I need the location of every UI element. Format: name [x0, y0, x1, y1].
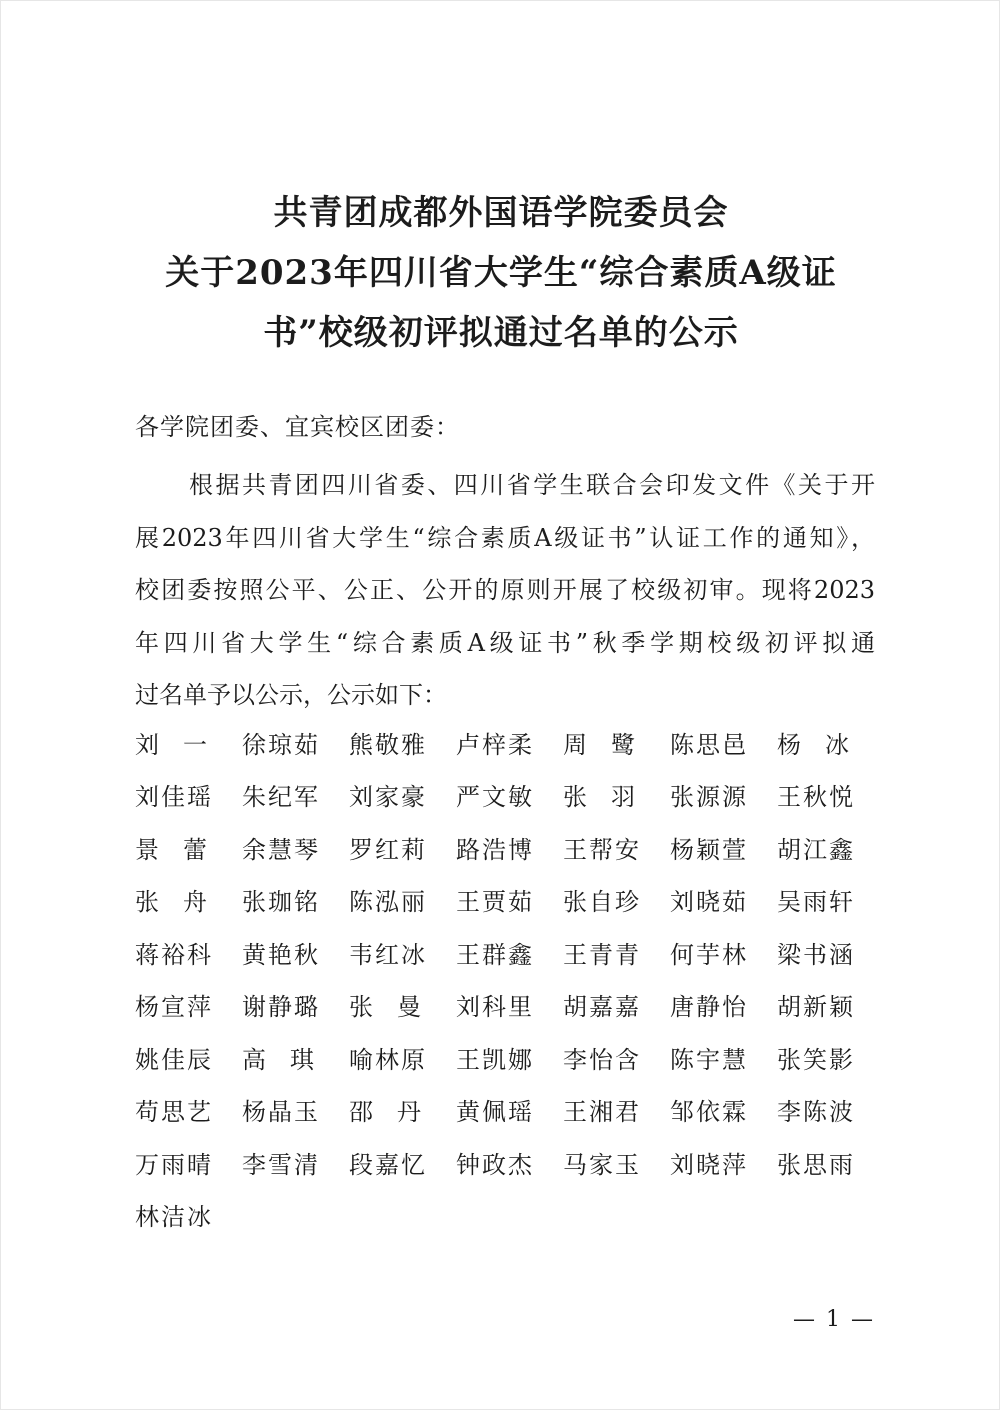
name-row — [135, 716, 875, 769]
name-entry: 李陈波 — [777, 1098, 855, 1127]
name-entry: 刘晓茹 — [670, 888, 748, 917]
page-number: — 1 — — [793, 1307, 875, 1332]
name-row — [135, 769, 875, 822]
name-entry: 黄佩瑶 — [456, 1098, 534, 1127]
body-line: 校团委按照公平、公正、公开的原则开展了校级初审。现将2023 — [135, 576, 875, 604]
name-entry: 卢梓柔 — [456, 730, 534, 759]
name-row — [135, 1136, 875, 1189]
title-line: 书”校级初评拟通过名单的公示 — [263, 313, 739, 353]
name-entry: 杨晶玉 — [242, 1098, 320, 1127]
body-line: 展2023年四川省大学生“综合素质A级证书”认证工作的通知》， — [135, 523, 875, 552]
name-entry: 吴雨轩 — [777, 888, 855, 917]
name-row — [135, 979, 875, 1032]
name-entry: 陈宇慧 — [670, 1045, 748, 1074]
name-entry: 王秋悦 — [777, 783, 855, 812]
name-list — [135, 716, 875, 1241]
name-entry: 王凯娜 — [456, 1045, 534, 1074]
name-entry: 蒋裕科 — [135, 940, 213, 969]
name-row — [135, 874, 875, 927]
name-entry: 景蕾 — [135, 835, 231, 864]
name-entry: 邵丹 — [349, 1098, 445, 1127]
name-row — [135, 1189, 875, 1242]
name-row — [135, 821, 875, 874]
name-entry: 王群鑫 — [456, 940, 534, 969]
name-entry: 张源源 — [670, 783, 748, 812]
name-entry: 刘晓萍 — [670, 1150, 748, 1179]
body-paragraph — [135, 459, 875, 722]
name-entry: 苟思艺 — [135, 1098, 213, 1127]
title-line: 共青团成都外国语学院委员会 — [273, 193, 729, 233]
name-entry: 喻林原 — [349, 1045, 427, 1074]
body-line: 年四川省大学生“综合素质A级证书”秋季学期校级初评拟通 — [135, 628, 875, 657]
name-entry: 王湘君 — [563, 1098, 641, 1127]
body-line: 过名单予以公示，公示如下： — [135, 681, 447, 709]
title-line: 关于2023年四川省大学生“综合素质A级证 — [165, 253, 837, 293]
name-entry: 黄艳秋 — [242, 940, 320, 969]
name-entry: 王贾茹 — [456, 888, 534, 917]
name-entry: 张珈铭 — [242, 888, 320, 917]
name-entry: 朱纪军 — [242, 783, 320, 812]
name-entry: 刘佳瑶 — [135, 783, 213, 812]
name-entry: 姚佳辰 — [135, 1045, 213, 1074]
name-entry: 熊敬雅 — [349, 730, 427, 759]
name-entry: 梁书涵 — [777, 940, 855, 969]
name-entry: 胡嘉嘉 — [563, 993, 641, 1022]
name-entry: 胡江鑫 — [777, 835, 855, 864]
name-entry: 杨宣萍 — [135, 993, 213, 1022]
name-entry: 周鹭 — [563, 730, 659, 759]
name-entry: 张羽 — [563, 783, 659, 812]
name-entry: 李雪清 — [242, 1150, 320, 1179]
name-entry: 张曼 — [349, 993, 445, 1022]
name-entry: 余慧琴 — [242, 835, 320, 864]
name-entry: 陈思邑 — [670, 730, 748, 759]
name-entry: 张思雨 — [777, 1150, 855, 1179]
name-entry: 王帮安 — [563, 835, 641, 864]
name-row — [135, 1084, 875, 1137]
name-entry: 林洁冰 — [135, 1203, 213, 1232]
name-entry: 刘一 — [135, 730, 231, 759]
name-entry: 段嘉忆 — [349, 1150, 427, 1179]
name-entry: 胡新颖 — [777, 993, 855, 1022]
name-entry: 高琪 — [242, 1045, 338, 1074]
name-entry: 徐琼茹 — [242, 730, 320, 759]
name-entry: 王青青 — [563, 940, 641, 969]
name-row — [135, 926, 875, 979]
name-entry: 刘家豪 — [349, 783, 427, 812]
name-entry: 邹依霖 — [670, 1098, 748, 1127]
name-entry: 陈泓丽 — [349, 888, 427, 917]
name-entry: 张笑影 — [777, 1045, 855, 1074]
name-row — [135, 1031, 875, 1084]
name-entry: 罗红莉 — [349, 835, 427, 864]
name-entry: 杨颖萱 — [670, 835, 748, 864]
salutation: 各学院团委、宜宾校区团委： — [135, 413, 460, 441]
name-entry: 路浩博 — [456, 835, 534, 864]
name-entry: 李怡含 — [563, 1045, 641, 1074]
name-entry: 张舟 — [135, 888, 231, 917]
name-entry: 杨冰 — [777, 730, 873, 759]
name-entry: 万雨晴 — [135, 1150, 213, 1179]
name-entry: 严文敏 — [456, 783, 534, 812]
name-entry: 何芋林 — [670, 940, 748, 969]
name-entry: 唐静怡 — [670, 993, 748, 1022]
name-entry: 马家玉 — [563, 1150, 641, 1179]
name-entry: 张自珍 — [563, 888, 641, 917]
name-entry: 钟政杰 — [456, 1150, 534, 1179]
document-title — [131, 183, 871, 363]
name-entry: 韦红冰 — [349, 940, 427, 969]
name-entry: 谢静璐 — [242, 993, 320, 1022]
name-entry: 刘科里 — [456, 993, 534, 1022]
body-line: 根据共青团四川省委、四川省学生联合会印发文件《关于开 — [189, 471, 875, 499]
